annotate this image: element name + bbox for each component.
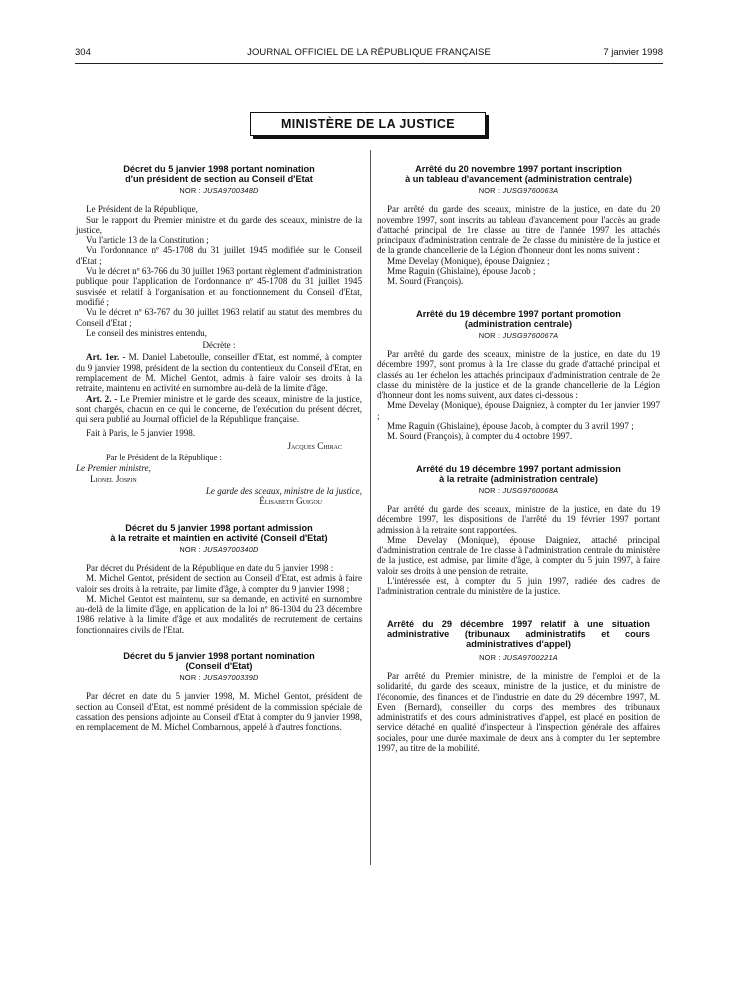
paragraph: Par décret en date du 5 janvier 1998, M. Michel Gentot, président de section au Conseil d'Etat, est nommé président de la commission spéciale de cassation des pensions adjointe au Conseil d'Etat à compter du 9 janvier 1998, en remplacement de M. Michel Combarnous, appelé à d'autres fonctions. (76, 691, 362, 733)
section-title (76, 164, 362, 184)
nor-code: JUSA9700221A (502, 652, 558, 662)
arrete-admission-retraite (377, 464, 660, 597)
nor-reference (377, 653, 660, 663)
title-line: Arrêté du 19 décembre 1997 portant admission (416, 463, 621, 474)
paragraph: Par arrêté du Premier ministre, de la ministre de l'emploi et de la solidarité, du garde des sceaux, ministre de la justice, et du ministre de l'économie, des finances et de l'industrie en date du 29 décembre 1997, M. Even (Bernard), conseiller du corps des membres des tribunaux administratifs et des cours administratives d'appel, est placé en position de service détaché en qualité d'inspecteur à l'inspection générale des affaires sociales, pour une durée maximale de deux ans à compter du 1er septembre 1997, au titre de la mobilité. (377, 670, 660, 753)
paragraph: Sur le rapport du Premier ministre et du garde des sceaux, ministre de la justice, (76, 214, 362, 235)
right-column (377, 164, 660, 753)
paragraph: Mme Develay (Monique), épouse Daigniez, à compter du 1er janvier 1997 ; (377, 400, 660, 421)
paragraph: M. Sourd (François). (387, 276, 464, 287)
paragraph: Par arrêté du garde des sceaux, ministre de la justice, en date du 19 décembre 1997, les dispositions de l'arrêté du 19 février 1997 portant admission à la retraite sont rapportées. (377, 503, 660, 535)
ministry-title: MINISTÈRE DE LA JUSTICE (250, 112, 486, 136)
section-title (377, 164, 660, 184)
decree-nomination-president (76, 164, 362, 507)
article-text: Le Premier ministre et le garde des sceaux, ministre de la justice, sont chargés, chacun en ce qui le concerne, de l'exécution du présent décret, qui sera publié au Journal officiel de la République française. (76, 393, 362, 425)
nor-label: NOR : (179, 544, 201, 554)
section-title (76, 651, 362, 671)
title-line: Décret du 5 janvier 1998 portant admission (125, 522, 313, 533)
decree-nomination-conseil (76, 651, 362, 732)
paragraph: L'intéressée est, à compter du 5 juin 1997, radiée des cadres de l'administration centrale du ministère de la justice. (377, 576, 660, 597)
nor-code: JUSA9700348D (203, 186, 259, 195)
paragraph: Vu le décret nº 63-766 du 30 juillet 1963 portant règlement d'administration publique pour l'application de l'ordonnance nº 45-1708 du 31 juillet 1945 susvisée et relatif à l'organisation et au fonctionnement du Conseil d'Etat, modifié ; (76, 266, 362, 307)
paragraph: Vu l'ordonnance nº 45-1708 du 31 juillet 1945 modifiée sur le Conseil d'Etat ; (76, 245, 362, 266)
nor-label: NOR : (179, 186, 201, 195)
paragraph: Mme Raguin (Ghislaine), épouse Jacob, à compter du 3 avril 1997 ; (387, 421, 634, 432)
signature-gs-name: Élisabeth Guigou (259, 496, 322, 507)
nor-code: JUSG9760063A (502, 186, 559, 195)
paragraph: Par arrêté du garde des sceaux, ministre de la justice, en date du 19 décembre 1997, sont promus à la 1re classe du grade d'attaché principal et classés au 1er échelon les attachés principaux d'administration centrale de 2e classe du ministère de la justice et de la grande chancellerie de la Légion d'honneur dont les noms suivent, aux dates ci-dessous : (377, 348, 660, 401)
nor-code: JUSA9700340D (203, 544, 259, 554)
paragraph: Vu l'article 13 de la Constitution ; (86, 235, 209, 246)
title-line: d'un président de section au Conseil d'Etat (125, 174, 313, 184)
left-column (76, 164, 362, 732)
title-line: à la retraite et maintien en activité (Conseil d'Etat) (110, 532, 328, 543)
issue-date: 7 janvier 1998 (603, 47, 663, 58)
page-number: 304 (75, 47, 91, 58)
title-line: Décret du 5 janvier 1998 portant nomination (123, 164, 315, 174)
title-line: (Conseil d'Etat) (185, 660, 253, 671)
article-1 (76, 352, 362, 393)
paragraph: Le conseil des ministres entendu, (86, 327, 207, 338)
nor-reference (76, 545, 362, 555)
section-title: Arrêté du 29 décembre 1997 relatif à une situation administrative (tribunaux administratifs et cours administratives d'appel) (387, 618, 650, 649)
article-label: Art. 2. - (86, 393, 118, 404)
signature-pm-title: Le Premier ministre, (76, 463, 151, 474)
paragraph: Le Président de la République, (86, 204, 198, 215)
paragraph: Mme Raguin (Ghislaine), épouse Jacob ; (387, 266, 536, 277)
title-line: (administration centrale) (464, 318, 573, 329)
paragraph: Par décret du Président de la République en date du 5 janvier 1998 : (86, 562, 334, 573)
section-title (377, 464, 660, 484)
nor-label: NOR : (478, 330, 501, 340)
title-line: Décret du 5 janvier 1998 portant nomination (123, 650, 315, 661)
column-divider (370, 150, 371, 865)
arrete-promotion (377, 309, 660, 442)
paragraph: M. Michel Gentot est maintenu, sur sa demande, en activité en surnombre au-delà de la limite d'âge, en application de la loi nº 86-1304 du 23 décembre 1986 relative à la limite d'âge et aux modalités de recrutement de certains fonctionnaires civils de l'Etat. (76, 593, 362, 635)
arrete-situation-administrative (377, 619, 660, 754)
paragraph: Vu le décret nº 63-767 du 30 juillet 1963 relatif au statut des membres du Conseil d'Etat ; (76, 307, 362, 328)
title-line: Arrêté du 19 décembre 1997 portant promotion (416, 308, 621, 319)
nor-label: NOR : (478, 186, 501, 195)
nor-code: JUSG9760068A (502, 485, 559, 495)
paragraph: Par arrêté du garde des sceaux, ministre de la justice, en date du 20 novembre 1997, sont inscrits au tableau d'avancement pour l'accès au grade d'attaché principal de 1re classe au titre de l'année 1997 les attachés principaux d'administration centrale de 2e classe du ministère de la justice et de la grande chancellerie de la Légion d'honneur dont les noms suivent : (377, 204, 660, 256)
title-line: à la retraite (administration centrale) (439, 473, 598, 484)
nor-reference (76, 673, 362, 683)
signature-par: Par le Président de la République : (106, 453, 222, 463)
section-title (377, 309, 660, 329)
nor-label: NOR : (478, 485, 501, 495)
article-text: M. Daniel Labetoulle, conseiller d'Etat, est nommé, à compter du 9 janvier 1998, président de la section du contentieux du Conseil d'Etat, en remplacement de M. Michel Gentot, admis à faire valoir ses droits à la retraite, maintenu en activité en surnombre au-delà de la limite d'âge. (76, 352, 362, 394)
section-title (76, 523, 362, 543)
nor-reference (377, 186, 660, 196)
nor-code: JUSA9700339D (203, 672, 259, 682)
nor-reference (76, 186, 362, 196)
paragraph: M. Sourd (François), à compter du 4 octobre 1997. (387, 431, 573, 442)
paragraph: Mme Develay (Monique), épouse Daigniez, attaché principal d'administration centrale de 1re classe à l'administration centrale du ministère de la justice, est admise, par limite d'âge, à compter du 5 juin 1997, à faire valoir ses droits à une pension de retraite. (377, 534, 660, 576)
journal-title: JOURNAL OFFICIEL DE LA RÉPUBLIQUE FRANÇAISE (247, 47, 491, 58)
page-header (75, 47, 663, 61)
decree-retirement-activity (76, 523, 362, 635)
paragraph: M. Michel Gentot, président de section au Conseil d'Etat, est admis à faire valoir ses droits à la retraite, par limite d'âge, à compter du 9 janvier 1998 ; (76, 573, 362, 594)
arrete-tableau-avancement (377, 164, 660, 287)
article-label: Art. 1er. - (86, 352, 126, 363)
paragraph: Mme Develay (Monique), épouse Daigniez ; (387, 255, 550, 266)
nor-reference (377, 331, 660, 341)
signature-pm-name: Lionel Jospin (90, 473, 137, 484)
header-rule (75, 63, 663, 64)
signature-president: Jacques Chirac (287, 440, 342, 451)
nor-reference (377, 486, 660, 496)
nor-label: NOR : (479, 652, 501, 662)
signature-place-date: Fait à Paris, le 5 janvier 1998. (86, 427, 196, 438)
title-line: à un tableau d'avancement (administration centrale) (405, 174, 632, 184)
title-line: Arrêté du 20 novembre 1997 portant inscription (415, 164, 622, 174)
article-2 (76, 394, 362, 425)
decrete-heading: Décrète : (202, 340, 236, 351)
nor-code: JUSG9760067A (502, 330, 559, 340)
signature-gs-title: Le garde des sceaux, ministre de la justice, (205, 486, 362, 497)
nor-label: NOR : (179, 672, 201, 682)
